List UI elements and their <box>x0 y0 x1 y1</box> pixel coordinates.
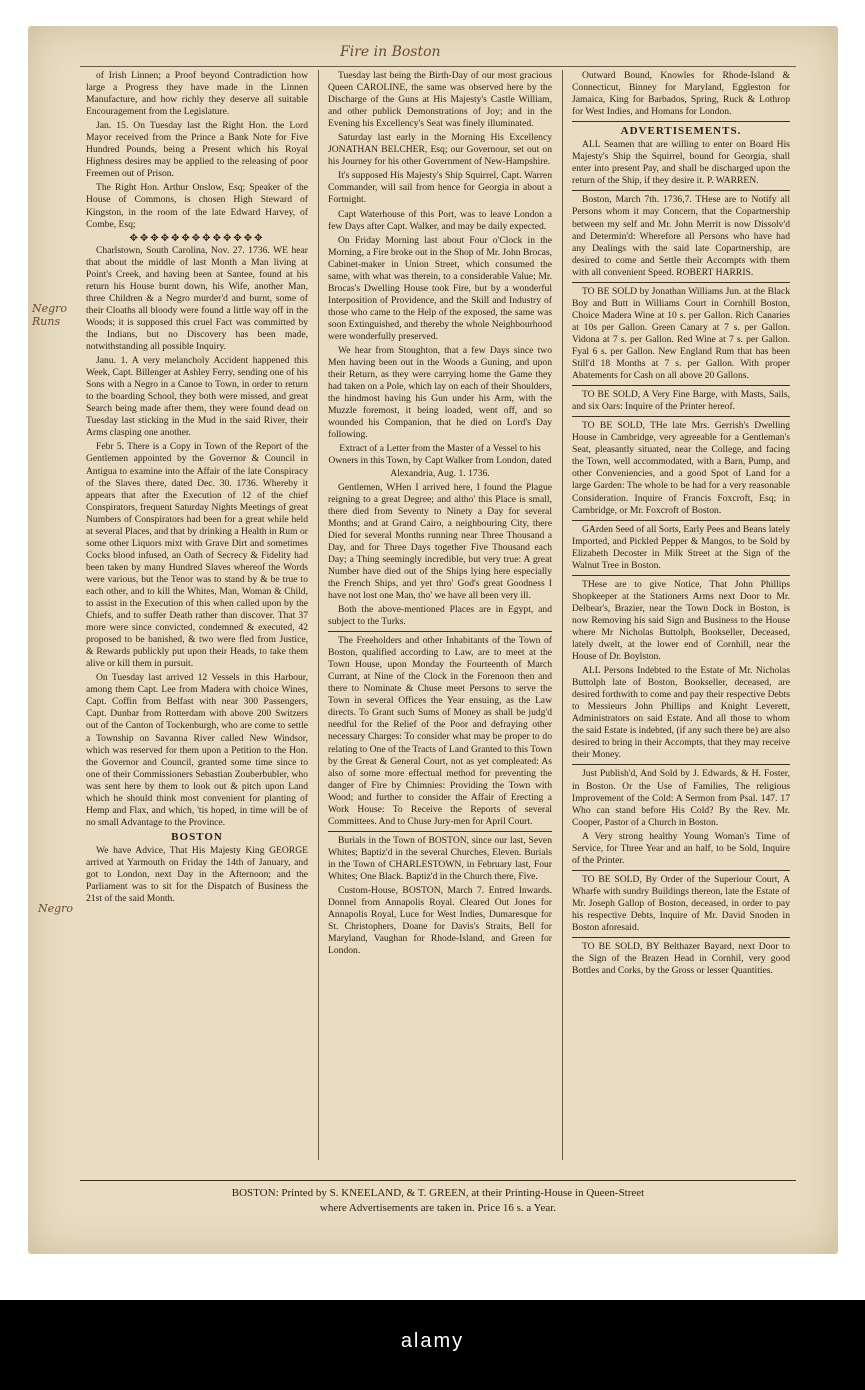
custom-house: Custom-House, BOSTON, March 7. Entred Inwards. Donnel from Annapolis Royal. Cleared Out Jones for Annapolis Royal, Luce for West Indies, Dumaresque for St. Christophers, Doane for Davis's Straits, Bell for Maryland, Vaughan for Rhode-Island, and Green for London. <box>328 885 552 957</box>
advertisements-heading: ADVERTISEMENTS. <box>620 125 742 138</box>
ad-wharfe: TO BE SOLD, By Order of the Superiour Court, A Wharfe with sundry Buildings thereon, late the Estate of Mr. Joseph Gallop of Boston, deceased, in order to pay his respective Debts, Inquire of Mr. David Snoden in Boston aforesaid. <box>572 873 790 934</box>
ad-bottles: TO BE SOLD, BY Belthazer Bayard, next Door to the Sign of the Brazen Head in Cornhil, very good Bottles and Corks, by the Gross or lesser Quantities. <box>572 941 790 977</box>
article-charlstown: Charlstown, South Carolina, Nov. 27. 1736. WE hear that about the middle of last Month a Man living at Point's Creek, and having been at Santee, found at his return his House burnt down, his Wife, another Man, three Children & a Negro murder'd and burnt, some of their Cloaths all bloody were found a little way off in the Woods; it is supposed this cruel Fact was committed by the Indians, but no Discovery has been made, notwithstanding all possible Inquiry. <box>86 244 308 353</box>
article-onslow: The Right Hon. Arthur Onslow, Esq; Speaker of the House of Commons, is chosen High Steward of Kingston, in the room of the late Edward Harvey, of Combe, Esq; <box>86 182 308 230</box>
imprint-line-2: where Advertisements are taken in. Price 16 s. a Year. <box>319 1202 557 1214</box>
article-vessels: On Tuesday last arrived 12 Vessels in this Harbour, among them Capt. Lee from Madera with choice Wines, Capt. Coffin from Belfast with near 300 Passengers, Capt. Dunbar from Rotterdam with above 200 Switzers out of the Canton of Tockenburgh, who are come to settle a Township on Savanna River called New Windsor, which was reserved for them upon a Petition to the Hon. the Governor and Council, granted some time since to one of their Commissioners Sebastian Zouberbubler, who was sent here by them to look out & pitch upon Land which he should think most convenient for planting of Hemp and Flax, and which, 'tis hoped, in time will be of no small Advantage to the Province. <box>86 672 308 828</box>
rule <box>572 416 790 417</box>
article-king-george: We have Advice, That His Majesty King GEORGE arrived at Yarmouth on Friday the 14th of January, and got to London, next Day in the Afternoon; and the Parliament was to sit for the Dispatch of Business the 21st of the said Month. <box>86 844 308 905</box>
article-egypt: Both the above-mentioned Places are in Egypt, and subject to the Turks. <box>328 604 552 628</box>
rule <box>572 190 790 191</box>
margin-note-1: Negro Runs <box>32 302 68 328</box>
ad-copartnership: Boston, March 7th. 1736,7. THese are to Notify all Persons whom it may Concern, that the Copartnership between my self and Mr. John Merrit is now Dissolv'd and Determin'd: Wherefore all Persons who have had any Dealings with the said late Copartnership, are desired to come and Settle their Accompts with them with all convenient Speed. ROBERT HARRIS. <box>572 194 790 278</box>
right-column <box>572 70 790 1160</box>
article-squirrel: It's supposed His Majesty's Ship Squirrel, Capt. Warren Commander, will sail from hence for Georgia in about a Fortnight. <box>328 170 552 206</box>
ad-gerrish-house: TO BE SOLD, THe late Mrs. Gerrish's Dwelling House in Cambridge, very agreeable for a Gentleman's Seat, pleasantly situated, near the College, and facing the Town, well accommodated, with a Barn, Pump, and other Conveniencies, and a good Spot of Land for a large Garden: The whole to be had for a very reasonable Consideration. Inquire of Francis Foxcroft, Esq; in Cambridge, or Mr. Foxcroft of Boston. <box>572 420 790 516</box>
rule <box>572 764 790 765</box>
rule <box>328 831 552 832</box>
imprint-rule <box>80 1180 796 1181</box>
boston-heading: BOSTON <box>171 830 223 843</box>
ad-phillips: THese are to give Notice, That John Phillips Shopkeeper at the Stationers Arms next Door to Mr. Delbear's, Brazier, near the Town Dock in Boston, is now Removing his said Sign and Business to the House where Mr Nicholas Buttolph, Bookseller, Deceased, lately dwelt, at the lower end of Cornhill, near the House of Dr. Boylston. <box>572 578 790 663</box>
ad-wine: TO BE SOLD by Jonathan Williams Jun. at the Black Boy and Butt in Williams Court in Cornhill Boston, Choice Madera Wine at 10 s. per Gallon. Rich Canaries at 10s per Gallon. Green Canary at 7 s. per Gallon. Vidona at 7 s. per Gallon. Red Wine at 7 s. per Gallon. Fyal 6 s. per Gallon. New England Rum that has been Still'd 18 Months at 7 s. per Gallon. With proper Abatements for Cash on all above 20 Gallons. <box>572 285 790 382</box>
article-queen-caroline: Tuesday last being the Birth-Day of our most gracious Queen CAROLINE, the same was observed here by the Discharge of the Guns at His Majesty's Castle William, and other publick Demonstrations of Joy; and in the Evening his Excellency's Seat was finely illuminated. <box>328 70 552 130</box>
left-column <box>86 70 308 1160</box>
article-waterhouse: Capt Waterhouse of this Port, was to leave London a few Days after Capt. Walker, and may be daily expected. <box>328 208 552 232</box>
notice-freeholders: The Freeholders and other Inhabitants of the Town of Boston, qualified according to Law, are to meet at the Town House, upon Monday the Fourteenth of March Currant, at Nine of the Clock in the Forenoon then and there to Nominate & Chuse meet Persons to serve the Town in several Offices the Year ensuing, as the Law directs. To Grant such Sums of Money as shall be judg'd needful for the Relief of the Poor and defraying other necessary Charges: To consider what may be proper to do relating to One of the Tracts of Land Granted to this Town by the Great & General Court, not as yet compleated: As also of some more effectual method for preventing the danger of Fire by Chimnies: Providing the Town with Wood; and further to consider the Affair of Erecting a Work House: To Receive the Reports of several Committees. And to Chuse Jury-men for April Court. <box>328 635 552 827</box>
letter-plague: Gentlemen, WHen I arrived here, I found the Plague reigning to a great Degree; and altho' this Place is small, there died from Seventy to Ninety a Day for several Months; and at Grand Cairo, a neighbouring City, there Died for several Months running near Three Thousand a Day, and for Three Days together Five Thousand each Day; a Thing seemingly incredible, but very true: A great Number have died out of the Ships lying here especially the French Ships, and yet thro' God's great Goodness I have not lost one Man, tho' we have all been very ill. <box>328 481 552 601</box>
ad-sermon: Just Publish'd, And Sold by J. Edwards, & H. Foster, in Boston. Or the Use of Families, The religious Improvement of the Cold: A Sermon from Psal. 147. 17 Who can stand before His Cold? By the Rev. Mr. Cooper, Pastor of a Church in Boston. <box>572 768 790 828</box>
column-separator-2 <box>562 70 563 1160</box>
rule <box>572 870 790 871</box>
rule <box>328 631 552 632</box>
ad-young-woman: A Very strong healthy Young Woman's Time of Service, for Three Year and an half, to be Sold, Inquire of the Printer. <box>572 830 790 866</box>
rule <box>572 575 790 576</box>
imprint-line-1: BOSTON: Printed by S. KNEELAND, & T. GREEN, at their Printing-House in Queen-Street <box>231 1187 645 1199</box>
rule <box>572 937 790 938</box>
rule <box>572 385 790 386</box>
rule <box>572 520 790 521</box>
letter-extract-heading: Extract of a Letter from the Master of a Vessel to his Owners in this Town, by Capt Walker from London, dated Alexandria, Aug. 1. 1736. <box>328 443 552 479</box>
imprint <box>80 1186 796 1216</box>
ad-garden-seed: GArden Seed of all Sorts, Early Pees and Beans lately Imported, and Pickled Pepper & Mangos, to be Sold by Elizabeth Decoster in Milk Street at the Sign of the Walnut Tree in Boston. <box>572 523 790 571</box>
margin-note-2: Negro <box>38 902 74 915</box>
middle-column <box>328 70 552 1160</box>
ornament-divider: ✥✥✥✥✥✥✥✥✥✥✥✥✥ <box>129 232 265 244</box>
ad-seamen: ALL Seamen that are willing to enter on Board His Majesty's Ship the Squirrel, bound for Georgia, shall enter into present Pay, and shall be discharged upon the return of the Ship, if they desire it. P. WARREN. <box>572 139 790 187</box>
outward-bound: Outward Bound, Knowles for Rhode-Island & Connecticut, Binney for Maryland, Eggleston for Jamaica, King for Barbados, Spring, Ruck & Lothrop for West Indies, and Homans for London. <box>572 70 790 118</box>
article-linnen: of Irish Linnen; a Proof beyond Contradiction how large a Progress they have made in the Linnen Manufacture, and how richly they deserve all suitable Encouragement from the Legislature. <box>86 70 308 118</box>
handwritten-heading: Fire in Boston <box>340 44 441 60</box>
column-separator-1 <box>318 70 319 1160</box>
article-antigua: Febr 5. There is a Copy in Town of the Report of the Gentlemen appointed by the Governor & Council in Antigua to examine into the Affair of the late Conspiracy of the Slaves there, dated Dec. 30. 1736. Whereby it appears that after the Execution of 12 of the chief Conspirators, frequent Saturday Nights Meetings of great Numbers of Conspirators had been for a great while held at several Places, and that by drinking a Health in Rum or some other Liquors mixt with Grave Dirt and sometimes Cocks blood infused, an Oath of Secrecy & Fidelity had been taken by many Hundred Slaves whereof the Words were various, but the Tenor was to stand by & be true to each other, and to kill the Whites, Man, Woman & Child, to assist in the Execution of this when called upon by the Chiefs, and to suffer Death rather than discover. That 37 more were since convicted, condemned & executed, 42 proposed to be banished, & two were fled from Justice, & Rewards publickly put upon their Heads, to take them alive or kill them in pursuit. <box>86 441 308 670</box>
article-lord-mayor: Jan. 15. On Tuesday last the Right Hon. the Lord Mayor received from the Prince a Bank Note for Five Hundred Pounds, being a Present which his Royal Highness desires may be applied to the releasing of poor Freemen out of Prison. <box>86 120 308 180</box>
rule <box>572 121 790 122</box>
watermark-text: alamy <box>400 1330 465 1352</box>
ad-barge: TO BE SOLD, A Very Fine Barge, with Masts, Sails, and six Oars: Inquire of the Printer hereof. <box>572 389 790 413</box>
rule <box>572 282 790 283</box>
article-stoughton: We hear from Stoughton, that a few Days since two Men having been out in the Woods a Guning, and upon their Return, as they were carrying home the Game they had taken on a Pole, which lay on each of their Shoulders, the hindmost having his Gun under his Arm, with the Muzzle foremost, it being loaded, went off, and so wounded his Companion, that he died on Lord's Day following. <box>328 345 552 441</box>
article-belcher: Saturday last early in the Morning His Excellency JONATHAN BELCHER, Esq; our Governour, set out on his Journey for his other Government of New-Hampshire. <box>328 132 552 168</box>
article-fire: On Friday Morning last about Four o'Clock in the Morning, a Fire broke out in the Shop of Mr. John Brocas, Cabinet-maker in Union Street, which consumed the same, with what was therein, to a considerable Value; Mr. Brocas's Dwelling House took Fire, but by a wonderful Interposition of Providence, and the Skill and Industry of those who came to the Help of the exposed, the same was soon Extinguished, and thereby the whole Neighbourhood were wonderfully preserved. <box>328 234 552 342</box>
ad-buttolph-estate: ALL Persons Indebted to the Estate of Mr. Nicholas Buttolph late of Boston, Bookseller, deceased, are desired forthwith to come and pay their respective Debts to Messieurs John Phillips and Knight Leverett, Administrators on said Estate. And all those to whom the said Estate is indebted, (if any such there be) are also desired to bring in their Accompts, that they may receive their Money. <box>572 665 790 761</box>
article-accident: Janu. 1. A very melancholy Accident happened this Week, Capt. Billenger at Ashley Ferry, sending one of his Sons with a Negro in a Canoe to Town, in order to return to the boarding School, they both were missed, and great Search being made after them, they were found dead on Tuesday last sticking in the Mud in the said River, their Arms clasping one another. <box>86 355 308 439</box>
top-rule <box>80 66 796 67</box>
burials-list: Burials in the Town of BOSTON, since our last, Seven Whites; Baptiz'd in the several Churches, Eleven. Burials in the Town of CHARLESTOWN, in February last, Four Whites; One Black. Baptiz'd in the Church there, Five. <box>328 834 552 882</box>
